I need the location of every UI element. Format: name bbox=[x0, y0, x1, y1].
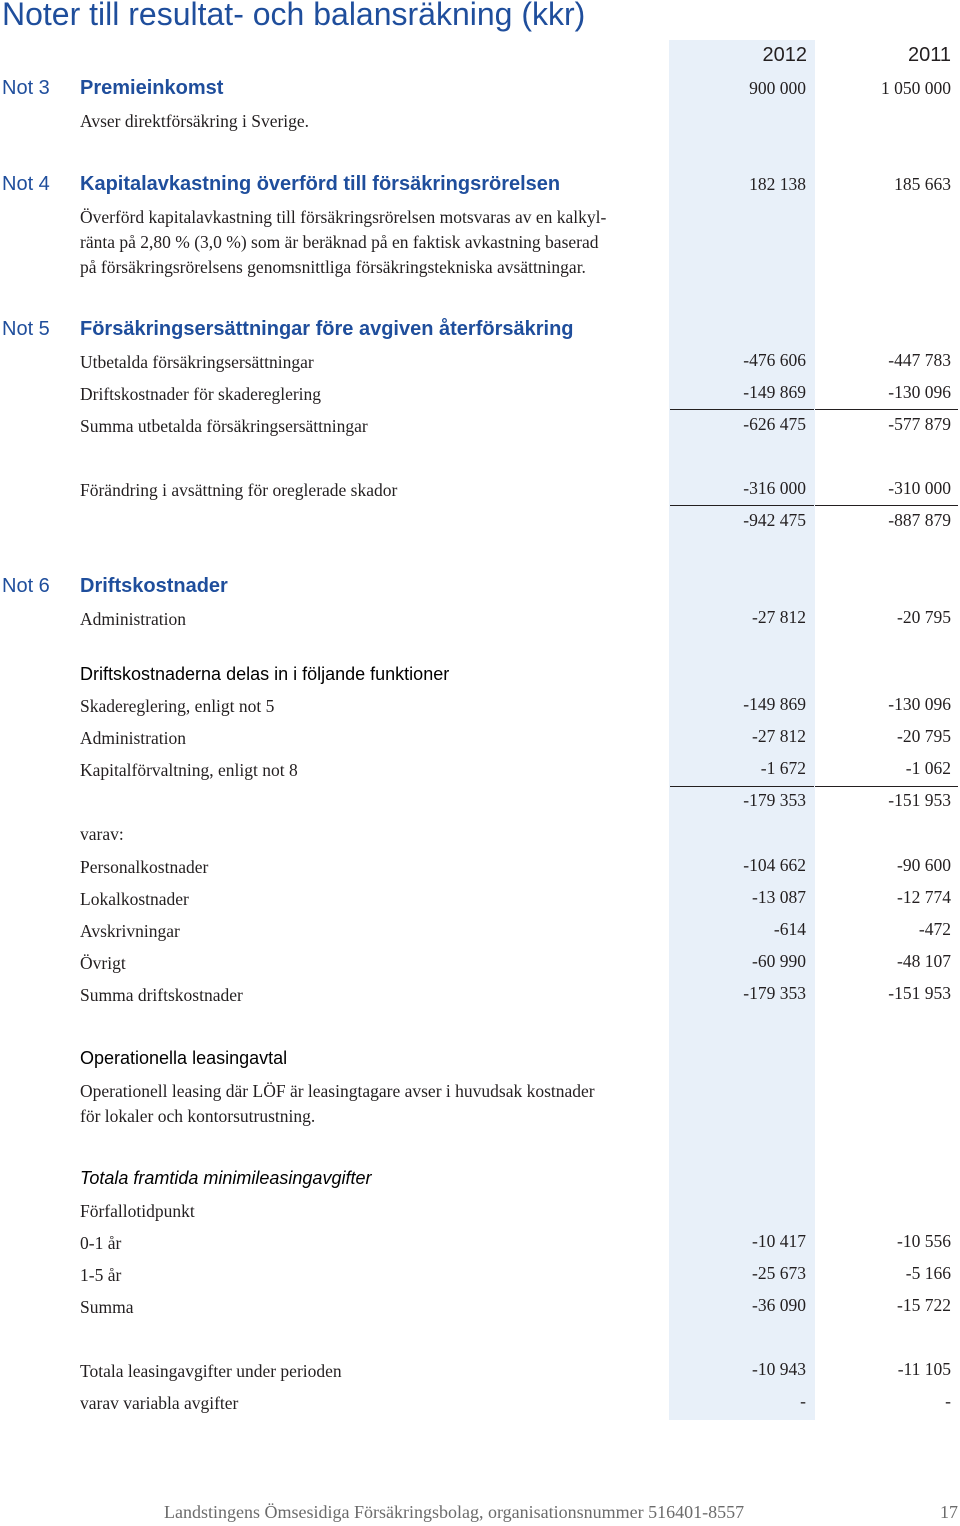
table-cell-2011: -11 105 bbox=[897, 1359, 951, 1379]
table-cell-2011: -577 879 bbox=[888, 414, 951, 434]
table-row-label: Förändring i avsättning för oreglerade skador bbox=[80, 480, 398, 500]
year-header-2012: 2012 bbox=[762, 44, 807, 66]
footer-text: Landstingens Ömsesidiga Försäkringsbolag, organisationsnummer 516401-8557 bbox=[164, 1502, 745, 1522]
table-cell-2011: -887 879 bbox=[888, 510, 951, 530]
note-4-text-line: Överförd kapitalavkastning till försäkringsrörelsen motsvaras av en kalkyl- bbox=[80, 207, 607, 227]
table-cell-2011: -472 bbox=[918, 919, 951, 939]
table-row-label: Kapitalförvaltning, enligt not 8 bbox=[80, 760, 298, 780]
table-row-label: 0-1 år bbox=[80, 1233, 122, 1253]
table-row-label: Personalkostnader bbox=[80, 857, 209, 877]
subtotal-rule bbox=[815, 786, 958, 787]
table-row-label: Avskrivningar bbox=[80, 921, 180, 941]
table-cell-2012: -36 090 bbox=[752, 1295, 806, 1315]
table-cell-2012: -149 869 bbox=[743, 694, 806, 714]
table-cell-2012: -10 417 bbox=[752, 1231, 806, 1251]
table-cell-2011: -447 783 bbox=[888, 350, 951, 370]
note-3-text: Avser direktförsäkring i Sverige. bbox=[80, 111, 310, 131]
table-cell-2012: -104 662 bbox=[743, 855, 806, 875]
table-row-label: Administration bbox=[80, 609, 186, 629]
table-cell-2011: -15 722 bbox=[897, 1295, 951, 1315]
table-row-label: 1-5 år bbox=[80, 1265, 122, 1285]
leasing-text-line: för lokaler och kontorsutrustning. bbox=[80, 1106, 316, 1126]
table-cell-2012: -942 475 bbox=[743, 510, 806, 530]
page-number: 17 bbox=[940, 1502, 958, 1522]
note-5-heading: Försäkringsersättningar före avgiven återförsäkring bbox=[80, 318, 574, 340]
note-6-label: Not 6 bbox=[2, 575, 50, 597]
table-cell-2011: -48 107 bbox=[897, 951, 951, 971]
functions-subheading: Driftskostnaderna delas in i följande funktioner bbox=[80, 664, 450, 684]
leasing-subheading: Operationella leasingavtal bbox=[80, 1048, 288, 1068]
table-row-label: Summa driftskostnader bbox=[80, 985, 243, 1005]
table-cell-2011: -90 600 bbox=[897, 855, 951, 875]
table-cell-2012: -1 672 bbox=[760, 758, 806, 778]
table-cell-2012: -614 bbox=[773, 919, 806, 939]
table-cell-2012: -27 812 bbox=[752, 726, 806, 746]
table-row-label: Övrigt bbox=[80, 953, 126, 973]
table-cell-2011: -151 953 bbox=[888, 790, 951, 810]
table-cell-2012: -13 087 bbox=[752, 887, 806, 907]
subtotal-rule bbox=[815, 505, 958, 506]
table-cell-2012: -316 000 bbox=[743, 478, 806, 498]
note-3-label: Not 3 bbox=[2, 77, 50, 99]
table-row-label: Administration bbox=[80, 728, 186, 748]
table-cell-2012: -179 353 bbox=[743, 790, 806, 810]
note-4-text-line: på försäkringsrörelsens genomsnittliga försäkringstekniska avsättningar. bbox=[80, 257, 586, 277]
table-cell-2011: -12 774 bbox=[897, 887, 951, 907]
table-cell-2011: -151 953 bbox=[888, 983, 951, 1003]
table-row-label: Driftskostnader för skadereglering bbox=[80, 384, 322, 404]
table-cell-2012: -149 869 bbox=[743, 382, 806, 402]
table-row-label: Lokalkostnader bbox=[80, 889, 189, 909]
note-4-text-line: ränta på 2,80 % (3,0 %) som är beräknad på en faktisk avkastning baserad bbox=[80, 232, 599, 252]
table-cell-2011: -130 096 bbox=[888, 382, 951, 402]
table-cell-2011: -310 000 bbox=[888, 478, 951, 498]
table-cell-2012: -27 812 bbox=[752, 607, 806, 627]
minimi-subheading: Totala framtida minimileasingavgifter bbox=[80, 1168, 372, 1188]
subtotal-rule bbox=[815, 409, 958, 410]
table-cell-2011: -5 166 bbox=[905, 1263, 951, 1283]
table-row-label: varav variabla avgifter bbox=[80, 1393, 239, 1413]
subtotal-rule bbox=[670, 505, 814, 506]
note-3-heading: Premieinkomst bbox=[80, 77, 224, 99]
table-cell-2011: -20 795 bbox=[897, 726, 951, 746]
note-4-value-2012: 182 138 bbox=[749, 174, 806, 194]
table-row-label: Summa bbox=[80, 1297, 134, 1317]
table-cell-2012: -179 353 bbox=[743, 983, 806, 1003]
table-cell-2012: -60 990 bbox=[752, 951, 806, 971]
note-4-label: Not 4 bbox=[2, 173, 50, 195]
table-cell-2011: - bbox=[945, 1391, 951, 1411]
table-cell-2011: -10 556 bbox=[897, 1231, 951, 1251]
note-5-label: Not 5 bbox=[2, 318, 50, 340]
table-row-label: Skadereglering, enligt not 5 bbox=[80, 696, 275, 716]
page-title: Noter till resultat- och balansräkning (kkr) bbox=[2, 0, 586, 32]
table-cell-2012: -10 943 bbox=[752, 1359, 806, 1379]
table-cell-2012: -25 673 bbox=[752, 1263, 806, 1283]
table-cell-2011: -130 096 bbox=[888, 694, 951, 714]
table-row-label: Summa utbetalda försäkringsersättningar bbox=[80, 416, 368, 436]
table-row-label: Utbetalda försäkringsersättningar bbox=[80, 352, 314, 372]
table-cell-2012: -626 475 bbox=[743, 414, 806, 434]
note-4-value-2011: 185 663 bbox=[894, 174, 951, 194]
varav-label: varav: bbox=[80, 824, 124, 844]
forfallo-label: Förfallotidpunkt bbox=[80, 1201, 195, 1221]
table-row-label: Totala leasingavgifter under perioden bbox=[80, 1361, 342, 1381]
table-cell-2011: -1 062 bbox=[905, 758, 951, 778]
table-cell-2011: -20 795 bbox=[897, 607, 951, 627]
table-cell-2012: - bbox=[800, 1391, 806, 1411]
note-4-heading: Kapitalavkastning överförd till försäkringsrörelsen bbox=[80, 173, 561, 195]
note-3-value-2011: 1 050 000 bbox=[881, 78, 951, 98]
note-3-value-2012: 900 000 bbox=[749, 78, 806, 98]
leasing-text-line: Operationell leasing där LÖF är leasingtagare avser i huvudsak kostnader bbox=[80, 1081, 595, 1101]
year-header-2011: 2011 bbox=[907, 44, 951, 66]
subtotal-rule bbox=[670, 409, 814, 410]
subtotal-rule bbox=[670, 786, 814, 787]
table-cell-2012: -476 606 bbox=[743, 350, 806, 370]
note-6-heading: Driftskostnader bbox=[80, 575, 228, 597]
